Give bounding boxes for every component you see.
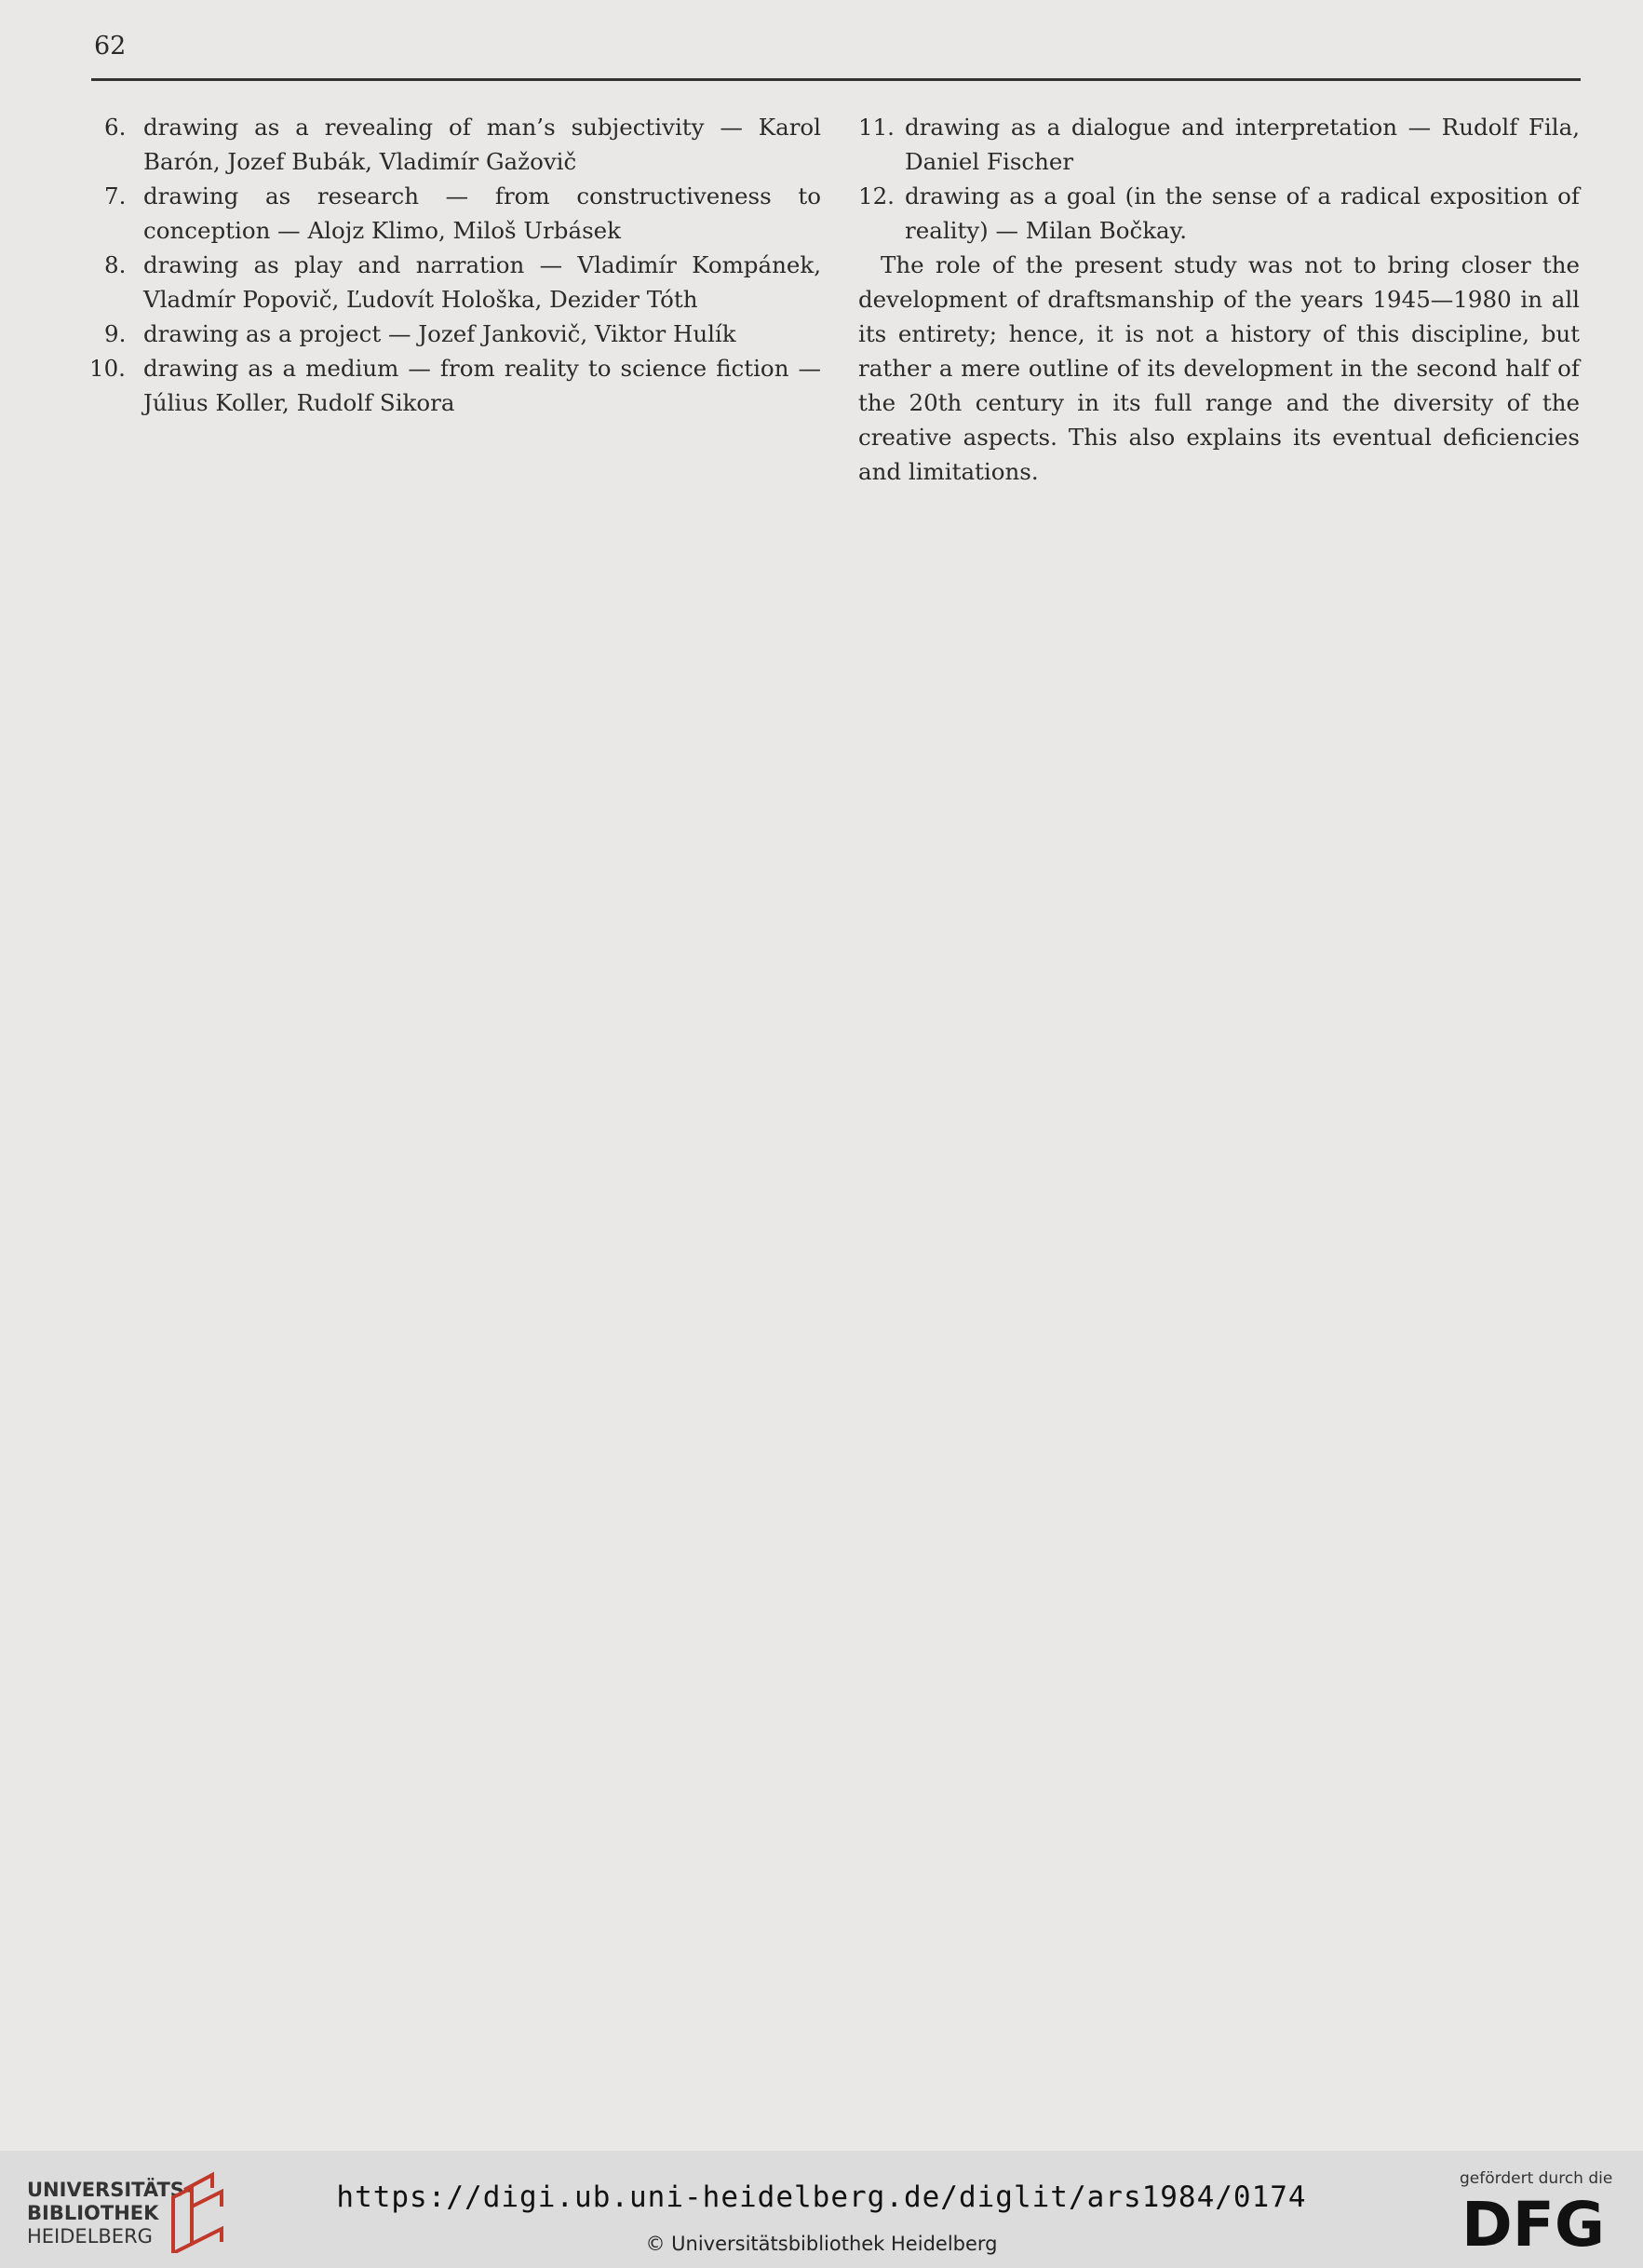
library-name-line: UNIVERSITÄTS- [27, 2179, 193, 2201]
list-left [89, 110, 821, 420]
library-name-line: BIBLIOTHEK [27, 2202, 159, 2224]
item-text: drawing as research — from constructiveness to conception — Alojz Klimo, Miloš Urbásek [143, 182, 821, 244]
body-paragraph: The role of the present study was not to bring closer the development of draftsmanship of the years 1945—1980 in all its entirety; hence, it is not a history of this discipline, but rather a mere outline of its development in the second half of the 20th century in its full range and the diversity of the creative aspects. This also explains its eventual deficiencies and limitations. [858, 251, 1580, 485]
item-number: 6. [104, 114, 127, 141]
library-name-line: HEIDELBERG [27, 2225, 153, 2248]
copyright-notice: © Universitätsbibliothek Heidelberg [645, 2233, 998, 2255]
dfg-logo-text: DFG [1461, 2192, 1606, 2253]
list-item [104, 317, 821, 351]
item-text: drawing as a project — Jozef Jankovič, Viktor Hulík [143, 320, 736, 347]
item-number: 8. [104, 251, 127, 278]
item-number: 10. [89, 355, 126, 382]
list-item [858, 110, 1580, 179]
list-item [104, 110, 821, 179]
item-number: 11. [858, 114, 895, 141]
list-item [858, 179, 1580, 248]
right-column [858, 110, 1580, 489]
funded-by-label: gefördert durch die [1460, 2169, 1613, 2188]
item-text: drawing as a medium — from reality to science fiction — Július Koller, Rudolf Sikora [143, 355, 821, 416]
item-number: 12. [858, 182, 895, 209]
item-number: 9. [104, 320, 127, 347]
dfg-logo [1461, 2192, 1620, 2253]
item-text: drawing as a goal (in the sense of a radical exposition of reality) — Milan Bočkay. [905, 182, 1580, 244]
viewer-footer [0, 2151, 1643, 2268]
list-item [104, 248, 821, 317]
left-column [89, 110, 821, 420]
list-right [858, 110, 1580, 248]
list-item [89, 351, 821, 420]
item-text: drawing as a dialogue and interpretation — Rudolf Fila, Daniel Fischer [905, 114, 1580, 175]
item-text: drawing as a revealing of man’s subjectivity — Karol Barón, Jozef Bubák, Vladimír Gažovič [143, 114, 821, 175]
list-item [104, 179, 821, 248]
item-text: drawing as play and narration — Vladimír Kompánek, Vladmír Popovič, Ľudovít Hološka, Dezider Tóth [143, 251, 821, 313]
item-number: 7. [104, 182, 127, 209]
page-number: 62 [94, 32, 127, 61]
header-rule [91, 78, 1581, 81]
document-url-link[interactable]: https://digi.ub.uni-heidelberg.de/diglit/ars1984/0174 [336, 2180, 1307, 2214]
